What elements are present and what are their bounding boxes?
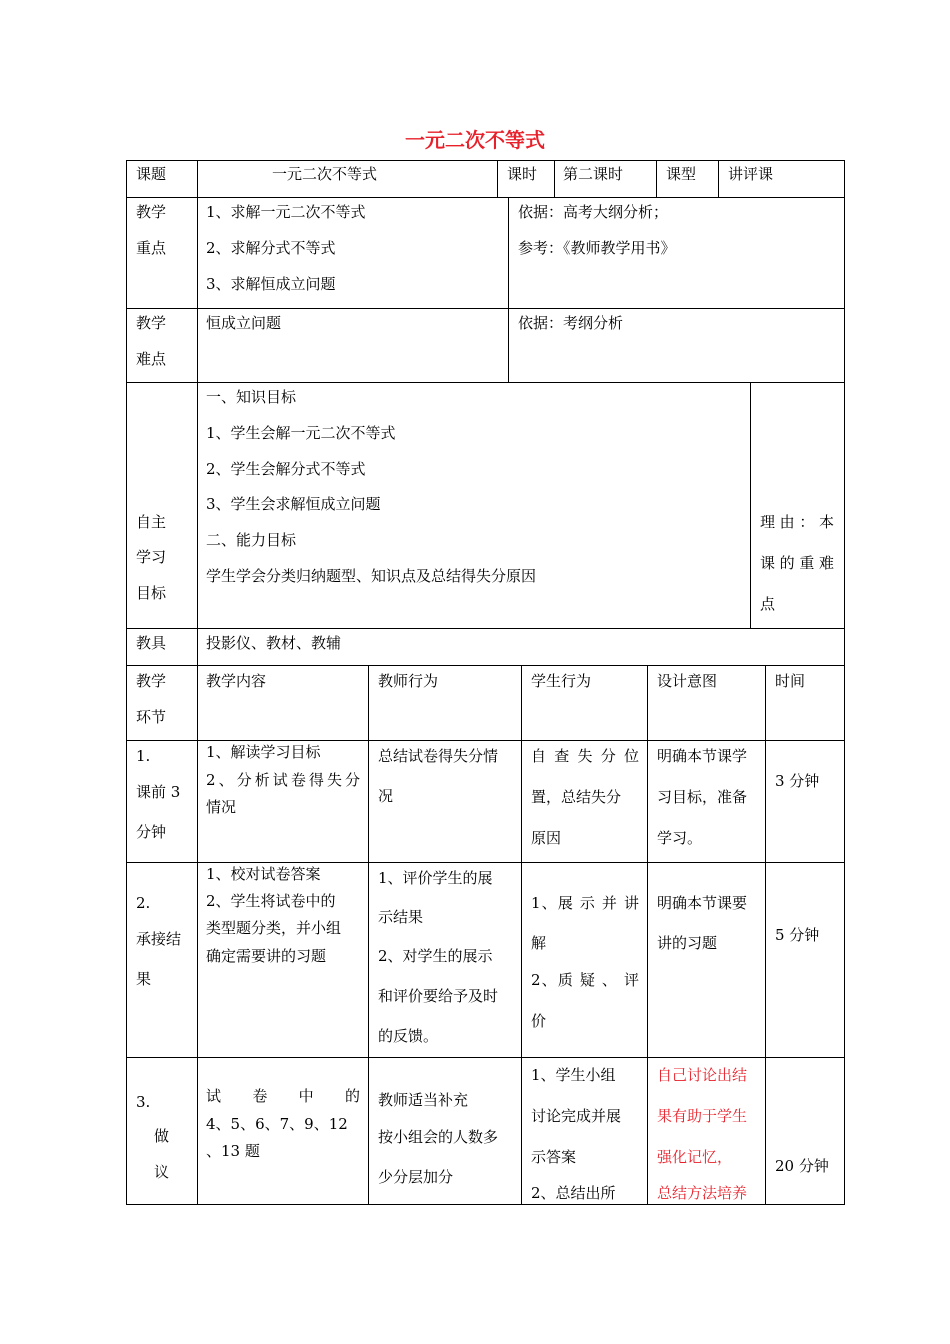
- col-divider: [656, 160, 657, 198]
- col-divider: [521, 665, 522, 1205]
- row1-stage: 课前 3: [136, 783, 181, 801]
- row2-student: 1、展 示 并 讲: [531, 894, 639, 912]
- row3-student: 讨论完成并展: [531, 1107, 622, 1125]
- rule: [126, 628, 845, 629]
- key-point-item: 3、求解恒成立问题: [206, 275, 336, 293]
- row2-teacher: 1、评价学生的展: [378, 869, 493, 887]
- objectives-reason: 点: [760, 595, 776, 613]
- col-divider: [718, 160, 719, 198]
- subject-value: 一元二次不等式: [272, 165, 378, 183]
- key-point-item: 1、求解一元二次不等式: [206, 203, 366, 221]
- row3-content: 试 卷 中 的: [206, 1087, 360, 1105]
- type-label: 课型: [666, 165, 697, 183]
- row3-student: 2、总结出所: [531, 1184, 616, 1202]
- row3-student: 1、学生小组: [531, 1066, 616, 1084]
- col-divider: [554, 160, 555, 198]
- row2-teacher: 和评价要给予及时: [378, 987, 499, 1005]
- row1-content: 2、分析试卷得失分: [206, 771, 360, 789]
- key-points-basis: 依据：高考大纲分析；: [518, 203, 669, 221]
- row3-stage: 3.: [136, 1093, 151, 1111]
- row2-stage: 果: [136, 970, 152, 988]
- key-points-label: 重点: [136, 239, 167, 257]
- row2-student: 2、质 疑 、 评: [531, 971, 639, 989]
- key-point-item: 2、求解分式不等式: [206, 239, 336, 257]
- row3-intent: 强化记忆，: [657, 1148, 733, 1166]
- col-divider: [197, 160, 198, 1205]
- row1-stage: 分钟: [136, 823, 167, 841]
- row2-intent: 讲的习题: [657, 934, 718, 952]
- objectives-reason: 理由：本: [760, 513, 834, 531]
- row1-teacher: 总结试卷得失分情: [378, 747, 499, 765]
- objective-line: 二、能力目标: [206, 531, 297, 549]
- row1-stage: 1.: [136, 747, 151, 765]
- row2-content: 1、校对试卷答案: [206, 865, 321, 883]
- row3-stage: 做: [154, 1127, 170, 1145]
- rule: [126, 665, 845, 666]
- difficulty-label: 难点: [136, 350, 167, 368]
- col-divider: [765, 665, 766, 1205]
- key-points-reference: 参考：《教师教学用书》: [518, 239, 676, 257]
- row2-student: 解: [531, 934, 547, 952]
- document-title: 一元二次不等式: [405, 128, 545, 152]
- row1-content: 1、解读学习目标: [206, 743, 321, 761]
- row2-time: 5 分钟: [775, 926, 820, 944]
- rule: [126, 862, 845, 863]
- intent-header: 设计意图: [657, 672, 718, 690]
- row2-stage: 承接结: [136, 930, 182, 948]
- row2-intent: 明确本节课要: [657, 894, 748, 912]
- row2-stage: 2.: [136, 894, 151, 912]
- period-label: 课时: [507, 165, 538, 183]
- row2-teacher: 的反馈。: [378, 1027, 439, 1045]
- time-header: 时间: [775, 672, 806, 690]
- row2-teacher: 示结果: [378, 908, 424, 926]
- row1-intent: 习目标，准备: [657, 788, 748, 806]
- row3-intent: 总结方法培养: [657, 1184, 748, 1202]
- col-divider: [368, 665, 369, 1205]
- difficulty-content: 恒成立问题: [206, 314, 282, 332]
- type-value: 讲评课: [728, 165, 774, 183]
- row3-content: 4、5、6、7、9、12: [206, 1115, 348, 1133]
- row1-content: 情况: [206, 798, 237, 816]
- rule: [126, 197, 845, 198]
- col-divider: [750, 382, 751, 629]
- student-header: 学生行为: [531, 672, 592, 690]
- objective-line: 3、学生会求解恒成立问题: [206, 495, 381, 513]
- border-left: [126, 160, 127, 1205]
- row1-student: 原因: [531, 829, 562, 847]
- col-divider: [647, 665, 648, 1205]
- row3-content: 、13 题: [206, 1142, 260, 1160]
- row1-intent: 明确本节课学: [657, 747, 748, 765]
- objectives-label: 学习: [136, 548, 167, 566]
- col-divider: [508, 197, 509, 383]
- row3-stage: 议: [154, 1163, 170, 1181]
- rule: [126, 382, 845, 383]
- row3-teacher: 少分层加分: [378, 1168, 454, 1186]
- row1-student: 自 查 失 分 位: [531, 747, 639, 765]
- stage-header: 教学: [136, 672, 167, 690]
- key-points-label: 教学: [136, 203, 167, 221]
- row2-content: 2、学生将试卷中的: [206, 892, 336, 910]
- border-right: [844, 160, 845, 1205]
- objective-line: 2、学生会解分式不等式: [206, 460, 366, 478]
- row3-intent: 自己讨论出结: [657, 1066, 748, 1084]
- row1-intent: 学习。: [657, 829, 703, 847]
- row1-time: 3 分钟: [775, 772, 820, 790]
- row3-time: 20 分钟: [775, 1157, 829, 1175]
- row2-content: 类型题分类，并小组: [206, 919, 342, 937]
- objective-line: 学生学会分类归纳题型、知识点及总结得失分原因: [206, 567, 537, 585]
- row2-student: 价: [531, 1012, 547, 1030]
- objectives-reason: 课的重难: [760, 554, 834, 572]
- period-value: 第二课时: [563, 165, 624, 183]
- tools-label: 教具: [136, 634, 167, 652]
- row1-teacher: 况: [378, 787, 394, 805]
- stage-header: 环节: [136, 708, 167, 726]
- row1-student: 置，总结失分: [531, 788, 622, 806]
- row3-teacher: 按小组会的人数多: [378, 1128, 499, 1146]
- row3-teacher: 教师适当补充: [378, 1091, 469, 1109]
- subject-label: 课题: [136, 165, 167, 183]
- teacher-header: 教师行为: [378, 672, 439, 690]
- row2-content: 确定需要讲的习题: [206, 947, 327, 965]
- row2-teacher: 2、对学生的展示: [378, 947, 493, 965]
- difficulty-label: 教学: [136, 314, 167, 332]
- rule: [126, 740, 845, 741]
- row3-intent: 果有助于学生: [657, 1107, 748, 1125]
- rule-top: [126, 160, 845, 161]
- tools-value: 投影仪、教材、教辅: [206, 634, 342, 652]
- rule: [126, 308, 845, 309]
- objectives-label: 自主: [136, 513, 167, 531]
- col-divider: [497, 160, 498, 198]
- difficulty-basis: 依据：考纲分析: [518, 314, 624, 332]
- rule: [126, 1057, 845, 1058]
- objective-line: 1、学生会解一元二次不等式: [206, 424, 396, 442]
- row3-student: 示答案: [531, 1148, 577, 1166]
- objectives-label: 目标: [136, 584, 167, 602]
- content-header: 教学内容: [206, 672, 267, 690]
- objective-line: 一、知识目标: [206, 388, 297, 406]
- rule-bottom: [126, 1204, 845, 1205]
